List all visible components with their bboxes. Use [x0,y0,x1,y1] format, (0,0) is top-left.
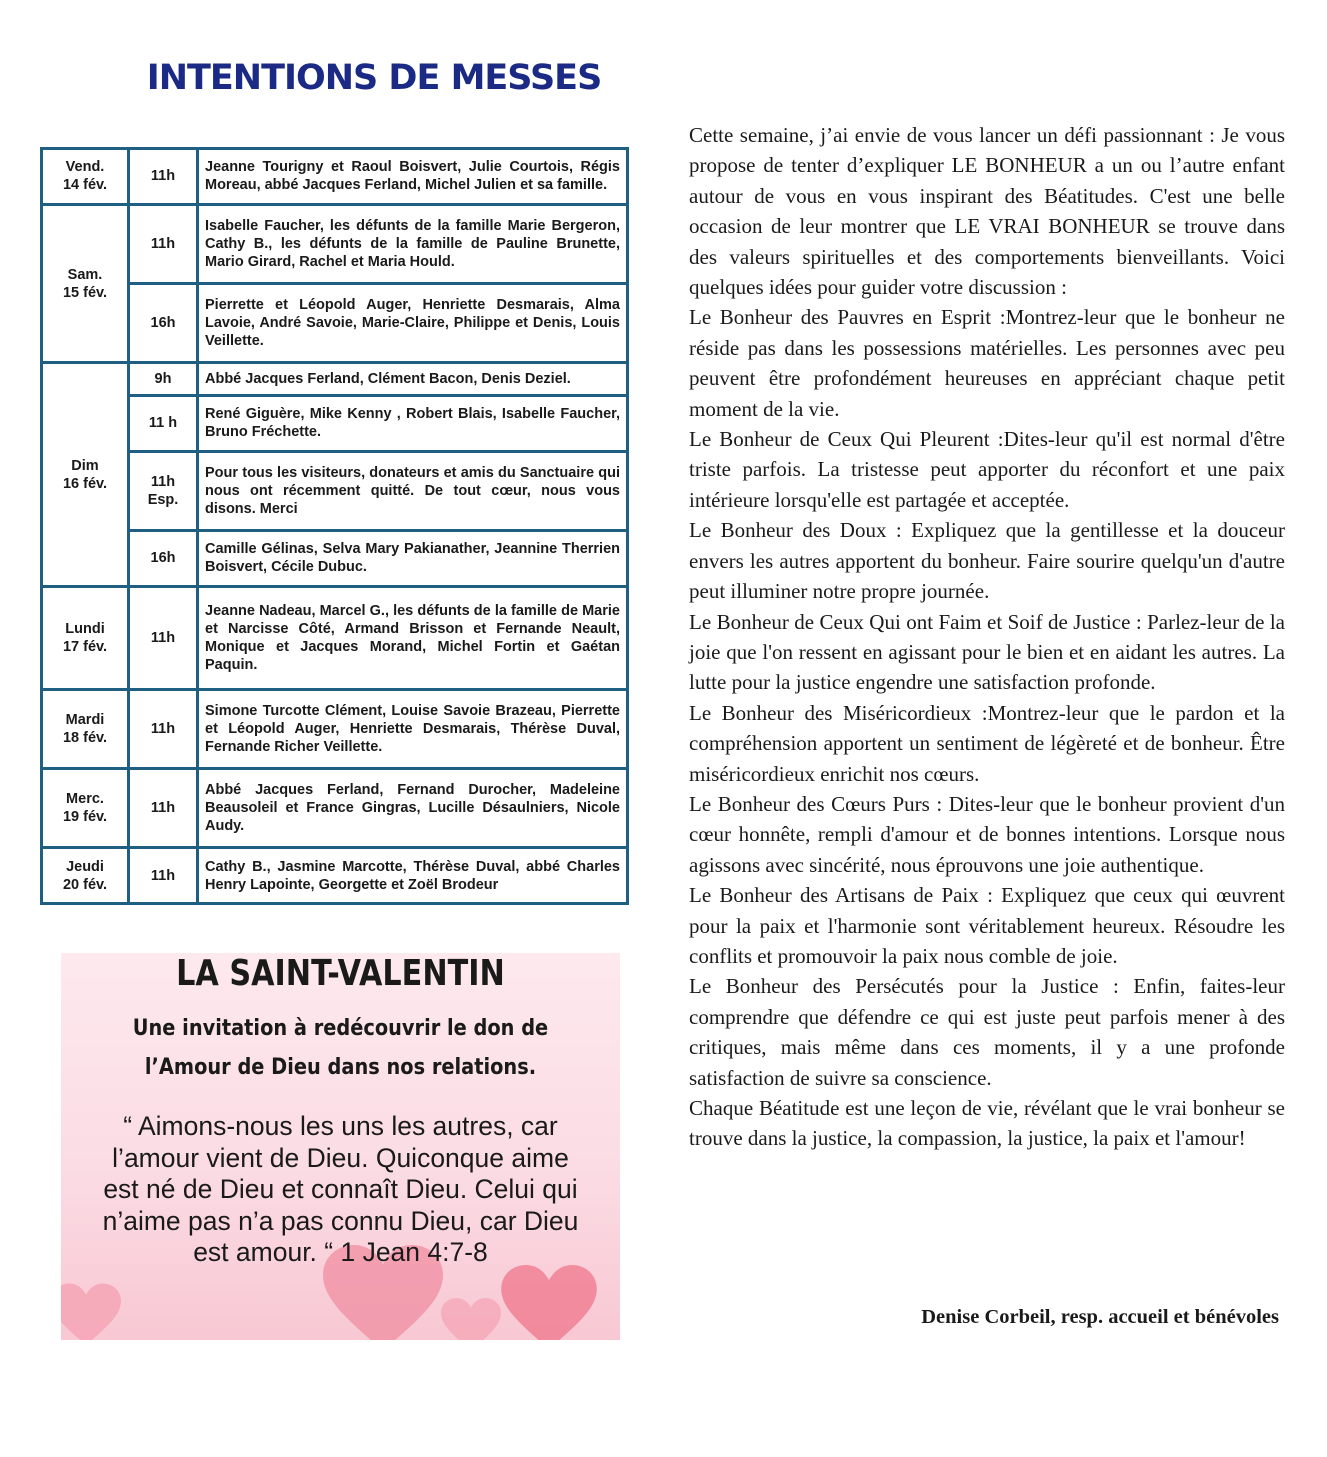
time-label: 16h [150,550,176,567]
table-row [42,768,628,847]
day-label: 15 fév. [62,284,108,301]
time-label: 16h [150,315,176,332]
article-paragraph: Le Bonheur des Doux : Expliquez que la gentillesse et la douceur envers les autres apportent du bonheur. Faire sourire quelqu'un d'autre peut illuminer notre propre journée. [689,518,1285,604]
table-row [42,204,628,283]
table-row [42,451,628,530]
page-title: INTENTIONS DE MESSES [146,58,602,98]
time-label: 11h [150,799,176,816]
day-cell [42,204,129,363]
valentine-subtitle: Une invitation à redécouvrir le don de l’Amour de Dieu dans nos relations. [132,1016,549,1080]
day-cell [42,768,129,847]
heart-icon [441,1298,501,1340]
time-cell [129,149,198,205]
time-cell [129,395,198,451]
time-cell [129,586,198,689]
valentine-quote: “ Aimons-nous les uns les autres, car l’amour vient de Dieu. Quiconque aime est né de Dieu et connaît Dieu. Celui qui n’aime pas n’a pas connu Dieu, car Dieu est amour. “ 1 Jean 4:7-8 [102,1111,579,1267]
time-cell [129,204,198,283]
article-paragraph: Le Bonheur des Persécutés pour la Justice : Enfin, faites-leur comprendre que défendre ce qui est juste peut parfois mener à des critiques, mais même dans ces moments, il y a une profonde satisfaction de suivre sa conscience. [689,974,1285,1090]
day-label: Dim [71,457,99,474]
day-label: Vend. [65,159,105,176]
day-cell [42,363,129,587]
time-label: 11h [150,629,176,646]
day-cell [42,848,129,904]
intention-names: Abbé Jacques Ferland, Fernand Durocher, Madeleine Beausoleil et France Gingras, Lucille Désaulniers, Nicole Audy. [198,768,628,847]
time-label: 11h [150,867,176,884]
mass-intentions-table [40,147,629,905]
time-label: Esp. [147,491,179,508]
time-cell [129,451,198,530]
day-label: 20 fév. [62,876,108,893]
table-row [42,586,628,689]
day-label: Merc. [66,790,104,807]
day-label: Lundi [65,620,105,637]
time-cell [129,284,198,363]
day-label: Mardi [65,711,105,728]
intention-names: Jeanne Nadeau, Marcel G., les défunts de la famille de Marie et Narcisse Côté, Armand Brisson et Fernande Neault, Monique et Jacques Morand, Michel Fortin et Gaétan Paquin. [198,586,628,689]
time-label: 11h [150,473,176,490]
article-signature: Denise Corbeil, resp. accueil et bénévoles [921,1306,1279,1328]
time-label: 11 h [148,415,178,432]
day-label: 14 fév. [62,177,108,194]
article-paragraph: Le Bonheur des Miséricordieux :Montrez-leur que le pardon et la compréhension apportent un sentiment de légèreté et de bonheur. Être miséricordieux enrichit nos cœurs. [689,700,1285,786]
day-cell [42,586,129,689]
article-paragraph: Le Bonheur des Cœurs Purs : Dites-leur que le bonheur provient d'un cœur honnête, rempli d'amour et de bonnes intentions. Lorsque nous agissons avec sincérité, nous éprouvons une joie authentique. [689,791,1285,877]
table-row [42,689,628,768]
day-cell [42,689,129,768]
table-row [42,395,628,451]
valentine-title: LA SAINT-VALENTIN [176,953,505,994]
table-row [42,848,628,904]
time-label: 9h [154,371,172,388]
time-label: 11h [150,168,176,185]
table-row [42,284,628,363]
day-label: 19 fév. [62,808,108,825]
article-paragraph: Le Bonheur de Ceux Qui Pleurent :Dites-leur qu'il est normal d'être triste parfois. La tristesse peut apporter du réconfort et une paix intérieure lorsqu'elle est partagée et acceptée. [689,427,1285,512]
time-cell [129,848,198,904]
time-label: 11h [150,720,176,737]
article-paragraph: Le Bonheur des Artisans de Paix : Expliquez que ceux qui œuvrent pour la paix et l'harmonie sont véritablement heureux. Résoudre les conflits et promouvoir la paix nous comble de joie. [689,883,1285,968]
time-cell [129,363,198,395]
article-paragraph: Le Bonheur des Pauvres en Esprit :Montrez-leur que le bonheur ne réside pas dans les possessions matérielles. Les personnes avec peu peuvent être profondément heureuses en appréciant chaque petit moment de la vie. [689,305,1285,421]
day-label: Jeudi [66,858,104,875]
saint-valentin-card [61,953,620,1340]
day-label: Sam. [67,266,103,283]
table-row [42,149,628,205]
article-paragraph: Chaque Béatitude est une leçon de vie, révélant que le vrai bonheur se trouve dans la justice, la compassion, la justice, la paix et l'amour! [689,1096,1285,1151]
intention-names: René Giguère, Mike Kenny , Robert Blais, Isabelle Faucher, Bruno Fréchette. [198,395,628,451]
time-cell [129,689,198,768]
table-row [42,363,628,395]
intention-names: Isabelle Faucher, les défunts de la famille Marie Bergeron, Cathy B., les défunts de la famille de Pauline Brunette, Mario Girard, Rachel et Maria Hould. [198,204,628,283]
intention-names: Pour tous les visiteurs, donateurs et amis du Sanctuaire qui nous ont récemment quitté. De tout cœur, nous vous disons. Merci [198,451,628,530]
article-paragraph: Le Bonheur de Ceux Qui ont Faim et Soif de Justice : Parlez-leur de la joie que l'on ressent en agissant pour le bien et en aidant les autres. La lutte pour la justice engendre une satisfaction profonde. [689,609,1285,695]
intention-names: Jeanne Tourigny et Raoul Boisvert, Julie Courtois, Régis Moreau, abbé Jacques Ferland, Michel Julien et sa famille. [198,149,628,205]
day-label: 18 fév. [62,729,108,746]
day-label: 17 fév. [62,638,108,655]
time-cell [129,768,198,847]
intention-names: Abbé Jacques Ferland, Clément Bacon, Denis Deziel. [198,363,628,395]
time-cell [129,531,198,587]
day-label: 16 fév. [62,475,108,492]
intention-names: Simone Turcotte Clément, Louise Savoie Brazeau, Pierrette et Léopold Auger, Henriette Desmarais, Thérèse Duval, Fernande Richer Veillette. [198,689,628,768]
intention-names: Cathy B., Jasmine Marcotte, Thérèse Duval, abbé Charles Henry Lapointe, Georgette et Zoël Brodeur [198,848,628,904]
table-row [42,531,628,587]
article-paragraph: Cette semaine, j’ai envie de vous lancer un défi passionnant : Je vous propose de tenter d’expliquer LE BONHEUR a un ou l’autre enfant autour de vous en vous inspirant des Béatitudes. C'est une belle occasion de leur montrer que LE VRAI BONHEUR se trouve dans des valeurs spirituelles et des comportements bienveillants. Voici quelques idées pour guider votre discussion : [689,123,1285,300]
heart-icon [61,1283,121,1340]
intention-names: Camille Gélinas, Selva Mary Pakianather, Jeannine Therrien Boisvert, Cécile Dubuc. [198,531,628,587]
time-label: 11h [150,236,176,252]
day-cell [42,149,129,205]
heart-icon [501,1265,597,1340]
intention-names: Pierrette et Léopold Auger, Henriette Desmarais, Alma Lavoie, André Savoie, Marie-Claire, Philippe et Denis, Louis Veillette. [198,284,628,363]
article-body [689,120,1285,1154]
